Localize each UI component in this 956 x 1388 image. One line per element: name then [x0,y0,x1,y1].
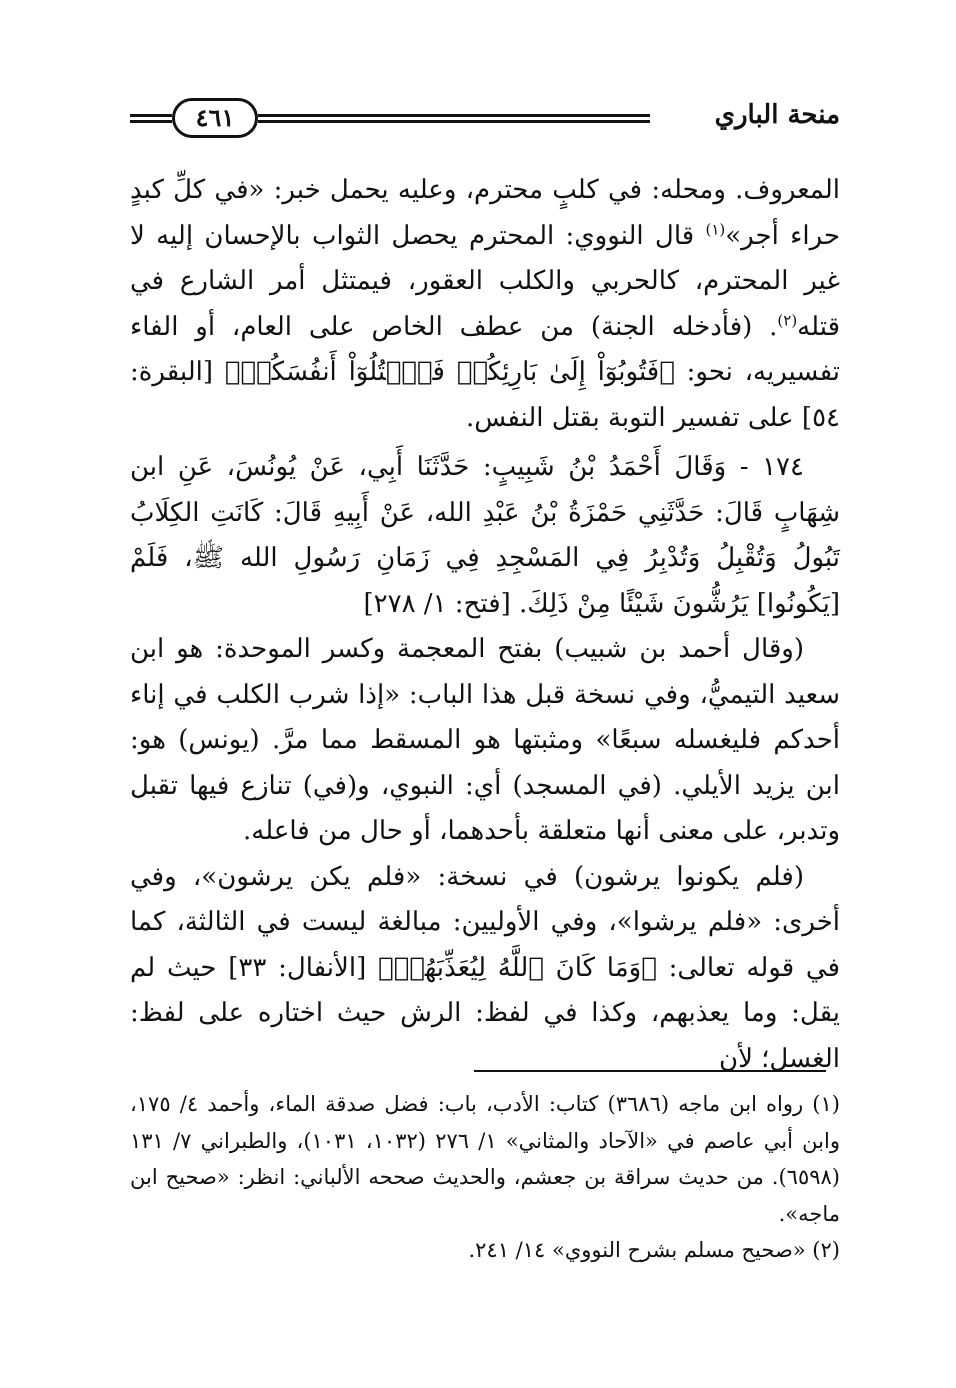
paragraph-1-text-c: . (فأدخله الجنة) من عطف الخاص على العام، أو الفاء تفسيريه، نحو: ﴿فَتُوبُوٓاْ إِلَىٰ بَارِئِكُمۡ فَٱقۡتُلُوٓاْ أَنفُسَكُمۡ﴾ [البقرة: ٥٤] على تفسير التوبة بقتل النفس. [130,311,840,433]
paragraph-1 [130,168,840,441]
header-rule-left [130,114,172,123]
page-number: ٤٦١ [172,98,258,138]
footnotes [130,1086,840,1269]
header-rule [258,114,650,123]
running-header [130,96,840,142]
paragraph-3: (فلم يكونوا يرشون) في نسخة: «فلم يكن يرشون»، وفي أخرى: «فلم يرشوا»، وفي الأوليين: مبالغة ليست في الثالثة، كما في قوله تعالى: ﴿وَمَا كَانَ ٱللَّهُ لِيُعَذِّبَهُمۡ﴾ [الأنفال: ٣٣] حيث لم يقل: وما يعذبهم، وكذا في لفظ: الرش حيث اختاره على لفظ: الغسل؛ لأن [130,861,841,1074]
footnote-ref-2: (٢) [777,310,798,329]
footnote-1: (١) رواه ابن ماجه (٣٦٨٦) كتاب: الأدب، باب: فضل صدقة الماء، وأحمد ٤/ ١٧٥، وابن أبي عاصم في «الآحاد والمثاني» ١/ ٢٧٦ (١٠٣٢، ١٠٣١)، والطبراني ٧/ ١٣١ (٦٥٩٨). من حديث سراقة بن جعشم، والحديث صححه الألباني: انظر: «صحيح ابن ماجه». [130,1092,840,1226]
hadith-174: ١٧٤ - وَقَالَ أَحْمَدُ بْنُ شَبِيبٍ: حَدَّثَنَا أَبِي، عَنْ يُونُسَ، عَنِ ابن شِهَابٍ قَالَ: حَدَّثَنِي حَمْزَةُ بْنُ عَبْدِ الله، عَنْ أَبِيهِ قَالَ: كَانَتِ الكِلَابُ تَبُولُ وَتُقْبِلُ وَتُدْبِرُ فِي المَسْجِدِ فِي زَمَانِ رَسُولِ الله ﷺ، فَلَمْ [يَكُونُوا] يَرُشُّونَ شَيْئًا مِنْ ذَلِكَ. [فتح: ١/ ٢٧٨] [130,452,841,619]
paragraph-1-text-b: قال النووي: المحترم يحصل الثواب بالإحسان إليه لا غير المحترم، كالحربي والكلب العقور، فيمتثل أمر الشارع في قتله [130,220,840,342]
footnote-separator [474,1070,826,1072]
main-text [130,168,840,1082]
footnote-2: (٢) «صحيح مسلم بشرح النووي» ١٤/ ٢٤١. [468,1238,840,1262]
paragraph-1-text-a: المعروف. ومحله: في كلبٍ محترم، وعليه يحمل خبر: «في كلِّ كبدٍ حراء أجر» [130,175,840,251]
paragraph-2: (وقال أحمد بن شبيب) بفتح المعجمة وكسر الموحدة: هو ابن سعيد التيميُّ، وفي نسخة قبل هذا الباب: «إذا شرب الكلب في إناء أحدكم فليغسله سبعًا» ومثبتها هو المسقط مما مرَّ. (يونس) هو: ابن يزيد الأيلي. (في المسجد) أي: النبوي، و(في) تنازع فيها تقبل وتدبر، على معنى أنها متعلقة بأحدهما، أو حال من فاعله. [130,634,840,846]
book-title: منحة الباري [714,100,840,130]
footnote-ref-1: (١) [705,219,726,238]
